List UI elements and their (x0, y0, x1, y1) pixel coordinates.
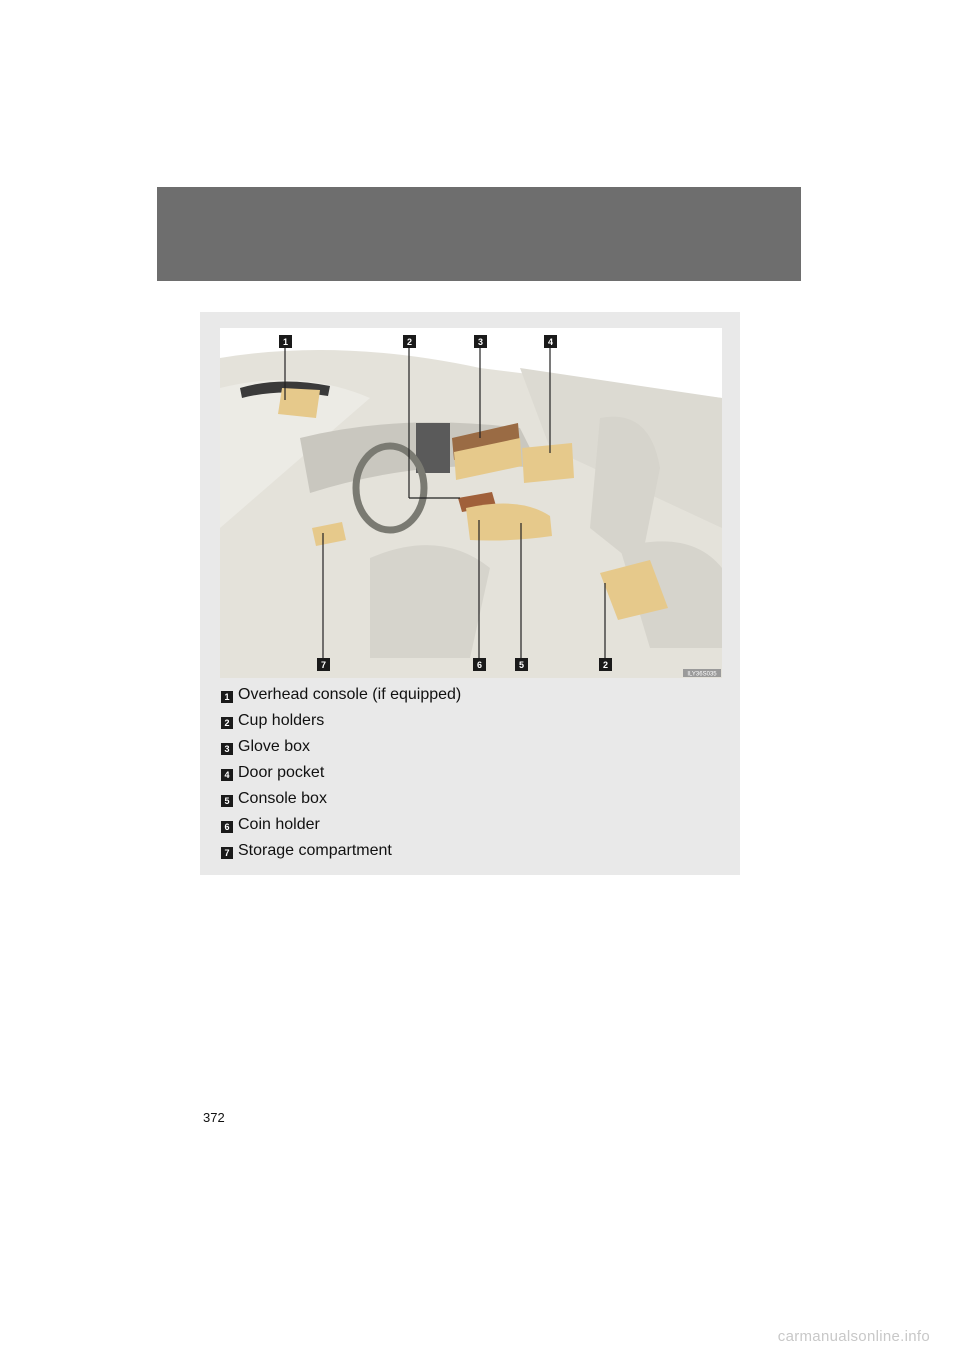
item-label: Coin holder (238, 816, 320, 833)
item-number-badge: 3 (221, 743, 233, 755)
item-number-badge: 1 (221, 691, 233, 703)
illustration-code: ILY36S035 (687, 671, 717, 678)
callout-2-bottom-text: 2 (602, 660, 609, 670)
callout-2-top-text: 2 (406, 337, 413, 347)
list-item (221, 682, 461, 708)
list-item (221, 708, 461, 734)
page-number: 372 (203, 1110, 225, 1125)
item-number-badge: 2 (221, 717, 233, 729)
item-label: Overhead console (if equipped) (238, 686, 462, 703)
callout-6-text: 6 (476, 660, 483, 670)
callout-7-text: 7 (320, 660, 327, 670)
list-item (221, 812, 461, 838)
item-number-badge: 7 (221, 847, 233, 859)
footer-watermark: carmanualsonline.info (777, 1328, 930, 1345)
list-item (221, 838, 461, 864)
item-label: Glove box (238, 738, 311, 755)
item-label: Storage compartment (238, 842, 392, 859)
list-item (221, 786, 461, 812)
callout-3-text: 3 (477, 337, 484, 347)
callout-5-text: 5 (518, 660, 525, 670)
header-bar (157, 187, 801, 281)
car-interior-illustration (220, 328, 722, 678)
storage-feature-list (221, 682, 461, 864)
list-item (221, 734, 461, 760)
item-number-badge: 5 (221, 795, 233, 807)
overhead-console-shape (278, 388, 320, 418)
callout-4-text: 4 (547, 337, 554, 347)
illustration-svg (220, 328, 722, 678)
item-label: Console box (238, 790, 327, 807)
list-item (221, 760, 461, 786)
item-label: Cup holders (238, 712, 325, 729)
item-number-badge: 6 (221, 821, 233, 833)
item-label: Door pocket (238, 764, 325, 781)
item-number-badge: 4 (221, 769, 233, 781)
callout-1-text: 1 (282, 337, 289, 347)
content-panel (200, 312, 740, 875)
door-pocket-shape (522, 443, 574, 483)
